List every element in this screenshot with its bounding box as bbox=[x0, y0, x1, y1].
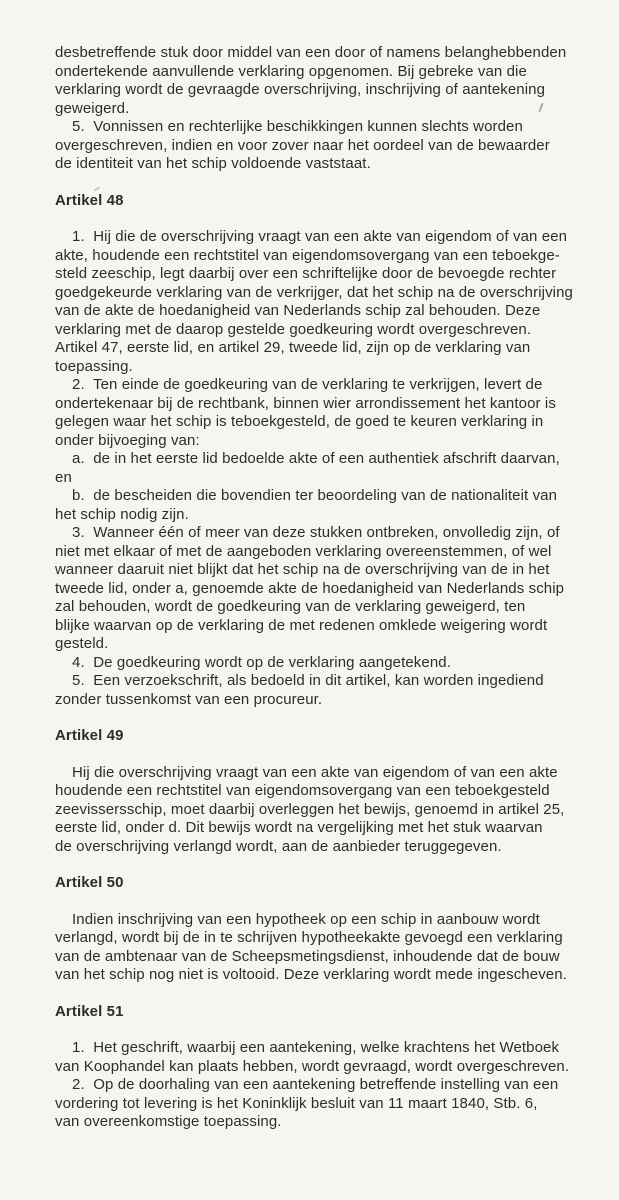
text-line: Artikel 47, eerste lid, en artikel 29, tweede lid, zijn op de verklaring van bbox=[55, 339, 531, 356]
text-line: 2. Ten einde de goedkeuring van de verklaring te verkrijgen, levert de bbox=[72, 376, 543, 393]
text-line: desbetreffende stuk door middel van een door of namens belanghebbenden bbox=[55, 44, 567, 61]
text-line: van het schip nog niet is voltooid. Deze verklaring wordt mede ingescheven. bbox=[55, 966, 567, 983]
text-line: 3. Wanneer één of meer van deze stukken ontbreken, onvolledig zijn, of bbox=[72, 524, 560, 541]
text-line: verklaring met de daarop gestelde goedkeuring wordt overgeschreven. bbox=[55, 320, 532, 338]
text-line: van overeenkomstige toepassing. bbox=[55, 1113, 282, 1130]
text-line: steld zeeschip, legt daarbij over een schriftelijke door de bevoegde rechter bbox=[55, 265, 557, 282]
text-line: zeevissersschip, moet daarbij overleggen het bewijs, genoemd in artikel 25, bbox=[55, 800, 565, 818]
text-line: 1. Hij die de overschrijving vraagt van een akte van eigendom of van een bbox=[72, 228, 568, 245]
text-line: 4. De goedkeuring wordt op de verklaring aangetekend. bbox=[72, 653, 451, 671]
text-line: tweede lid, onder a, genoemde akte de hoedanigheid van Nederlands schip bbox=[55, 579, 565, 597]
text-line: goedgekeurde verklaring van de verkrijger, dat het schip na de overschrijving bbox=[55, 283, 573, 301]
paragraph bbox=[55, 228, 591, 709]
article-heading: Artikel 50 bbox=[55, 874, 124, 891]
text-line: eerste lid, onder d. Dit bewijs wordt na vergelijking met het stuk waarvan bbox=[55, 819, 543, 836]
text-line: 2. Op de doorhaling van een aantekening betreffende instelling van een bbox=[72, 1076, 559, 1093]
text-line: blijke waarvan op de verklaring de met redenen omklede weigering wordt bbox=[55, 616, 548, 634]
text-line: van Koophandel kan plaats hebben, wordt gevraagd, wordt overgeschreven. bbox=[55, 1057, 570, 1075]
text-line: a. de in het eerste lid bedoelde akte of een authentiek afschrift daarvan, bbox=[72, 450, 560, 467]
text-line: verlangd, wordt bij de in te schrijven hypotheekakte gevoegd een verklaring bbox=[55, 929, 563, 946]
article-heading: Artikel 51 bbox=[55, 1002, 124, 1020]
paragraph bbox=[55, 1039, 591, 1132]
text-line: wanneer daaruit niet blijkt dat het schip na de overschrijving van de in het bbox=[55, 561, 550, 578]
text-line: gesteld. bbox=[55, 635, 109, 652]
text-line: onder bijvoeging van: bbox=[55, 431, 200, 449]
text-line: de identiteit van het schip voldoende vaststaat. bbox=[55, 155, 371, 172]
article-heading: Artikel 48 bbox=[55, 191, 124, 209]
paragraph bbox=[55, 911, 591, 985]
paragraph bbox=[55, 764, 591, 857]
text-line: 5. Een verzoekschrift, als bedoeld in dit artikel, kan worden ingediend bbox=[72, 672, 544, 689]
text-line: overgeschreven, indien en voor zover naar het oordeel van de bewaarder bbox=[55, 136, 550, 154]
text-line: ondertekenaar bij de rechtbank, binnen wier arrondissement het kantoor is bbox=[55, 394, 556, 412]
paragraph bbox=[55, 44, 591, 174]
document-content bbox=[55, 44, 591, 1132]
text-line: niet met elkaar of met de aangeboden verklaring overeenstemmen, of wel bbox=[55, 542, 552, 560]
text-line: de overschrijving verlangd wordt, aan de aanbieder teruggegeven. bbox=[55, 837, 502, 855]
article-heading: Artikel 49 bbox=[55, 727, 124, 744]
text-line: ondertekende aanvullende verklaring opgenomen. Bij gebreke van die bbox=[55, 62, 527, 80]
text-line: 1. Het geschrift, waarbij een aantekening, welke krachtens het Wetboek bbox=[72, 1039, 560, 1056]
text-line: houdende een rechtstitel van eigendomsovergang van een teboekgesteld bbox=[55, 782, 550, 799]
text-line: Indien inschrijving van een hypotheek op een schip in aanbouw wordt bbox=[72, 910, 540, 928]
text-line: zonder tussenkomst van een procureur. bbox=[55, 690, 323, 708]
text-line: verklaring wordt de gevraagde overschrijving, inschrijving of aantekening bbox=[55, 81, 546, 98]
text-line: het schip nodig zijn. bbox=[55, 505, 189, 523]
text-line: vordering tot levering is het Koninklijk besluit van 11 maart 1840, Stb. 6, bbox=[55, 1094, 538, 1112]
text-line: b. de bescheiden die bovendien ter beoordeling van de nationaliteit van bbox=[72, 487, 558, 504]
text-line: toepassing. bbox=[55, 357, 133, 375]
text-line: geweigerd. bbox=[55, 99, 130, 117]
text-line: van de akte de hoedanigheid van Nederlands schip zal behouden. Deze bbox=[55, 302, 541, 319]
text-line: 5. Vonnissen en rechterlijke beschikkingen kunnen slechts worden bbox=[72, 118, 523, 135]
text-line: zal behouden, wordt de goedkeuring van de verklaring geweigerd, ten bbox=[55, 598, 526, 615]
text-line: en bbox=[55, 468, 72, 486]
text-line: van de ambtenaar van de Scheepsmetingsdienst, inhoudende dat de bouw bbox=[55, 947, 560, 965]
text-line: akte, houdende een rechtstitel van eigendomsovergang van een teboekge- bbox=[55, 246, 560, 264]
text-line: Hij die overschrijving vraagt van een akte van eigendom of van een akte bbox=[72, 763, 558, 781]
text-line: gelegen waar het schip is teboekgesteld, de goed te keuren verklaring in bbox=[55, 413, 544, 430]
